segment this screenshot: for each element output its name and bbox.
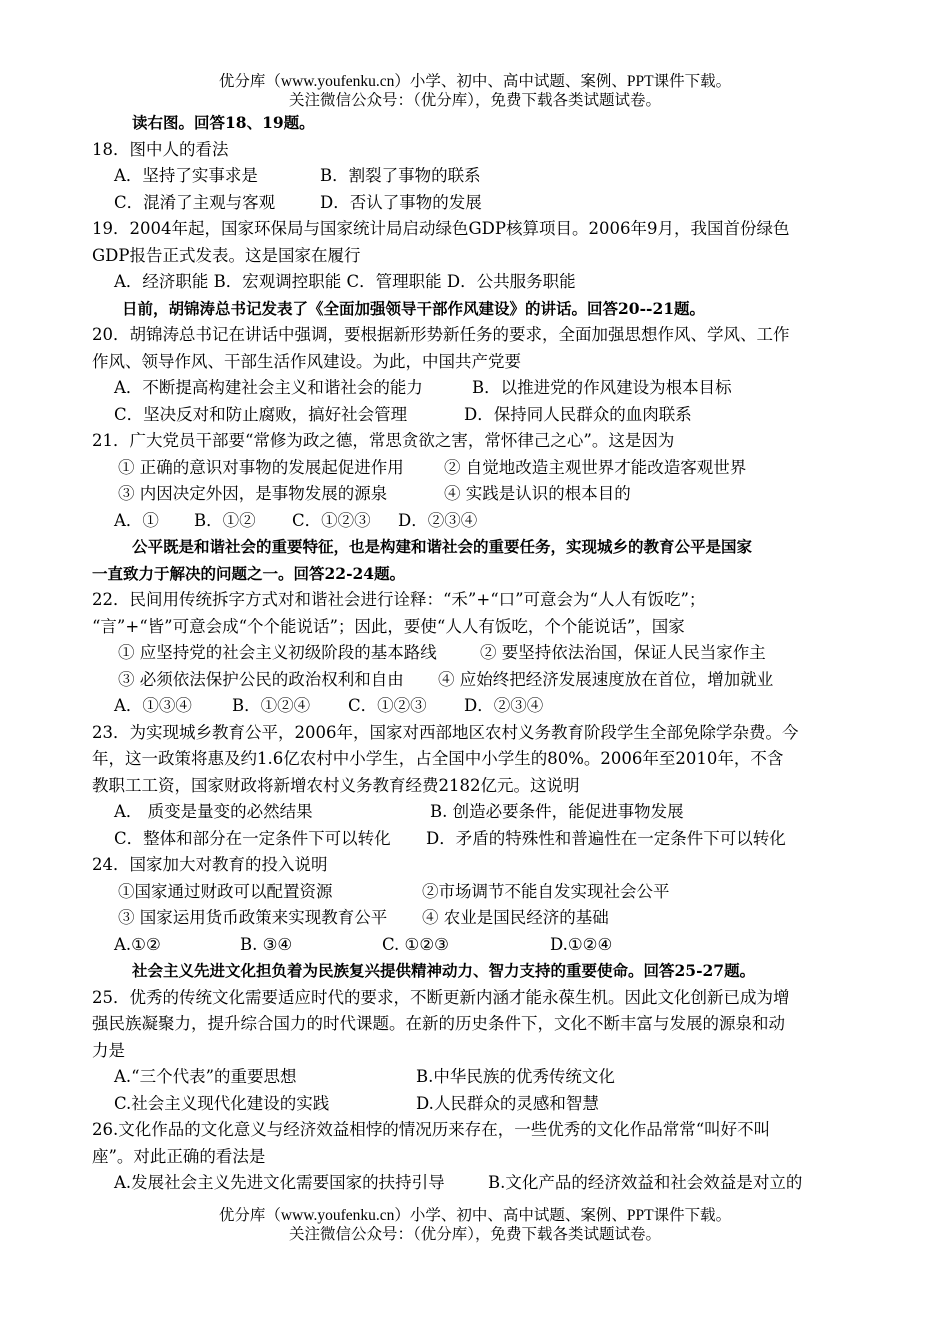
intro-22-24-line-1: 公平既是和谐社会的重要特征，也是构建和谐社会的重要任务，实现城乡的教育公平是国家 <box>132 537 753 556</box>
q18-option-b: B．割裂了事物的联系 <box>320 166 481 185</box>
q21-statement-4: ④ 实践是认识的根本目的 <box>444 484 631 503</box>
q23-option-b: B. 创造必要条件，能促进事物发展 <box>430 802 684 821</box>
q21-statement-1: ① 正确的意识对事物的发展起促进作用 <box>118 457 404 477</box>
q23-option-a: A． 质变是量变的必然结果 <box>114 802 313 821</box>
q18-option-c: C．混淆了主观与客观 <box>114 192 276 212</box>
q22-stem-1: 22．民间用传统拆字方式对和谐社会进行诠释：“禾”+“口”可意会为“人人有饭吃”； <box>92 590 706 609</box>
q25-stem-1: 25．优秀的传统文化需要适应时代的要求，不断更新内涵才能永葆生机。因此文化创新已成为增 <box>92 987 790 1007</box>
q22-statement-4: ④ 应始终把经济发展速度放在首位，增加就业 <box>438 669 774 689</box>
q24-statement-2: ②市场调节不能自发实现社会公平 <box>422 881 670 901</box>
q24-option-a: A.①② <box>114 934 161 954</box>
q18-stem: 18．图中人的看法 <box>92 139 229 159</box>
q20-option-b: B．以推进党的作风建设为根本目标 <box>472 378 732 397</box>
q25-stem-2: 强民族凝聚力，提升综合国力的时代课题。在新的历史条件下，文化不断丰富与发展的源泉和动 <box>92 1014 785 1033</box>
q24-options <box>92 932 862 959</box>
q24-statement-3: ③ 国家运用货币政策来实现教育公平 <box>118 908 388 927</box>
q26-stem-2: 座”。对此正确的看法是 <box>92 1146 266 1166</box>
q26-options-ab <box>92 1170 862 1197</box>
page-header <box>0 72 950 110</box>
q21-statements-12 <box>92 455 862 482</box>
intro-20-21: 日前，胡锦涛总书记发表了《全面加强领导干部作风建设》的讲话。回答20--21题。 <box>122 298 706 318</box>
q21-statement-2: ② 自觉地改造主观世界才能改造客观世界 <box>444 457 747 477</box>
q20-stem-1: 20．胡锦涛总书记在讲话中强调，要根据新形势新任务的要求，全面加强思想作风、学风、工作 <box>92 325 790 344</box>
q25-stem-3: 力是 <box>92 1040 125 1060</box>
q25-option-d: D.人民群众的灵感和智慧 <box>416 1093 599 1113</box>
q21-option-d: D．②③④ <box>398 510 478 530</box>
q21-options <box>92 508 862 535</box>
q21-option-a: A．① <box>114 510 159 530</box>
q23-option-c: C．整体和部分在一定条件下可以转化 <box>114 828 391 848</box>
page-footer <box>0 1206 950 1244</box>
q26-option-b: B.文化产品的经济效益和社会效益是对立的 <box>488 1173 803 1192</box>
q24-stem: 24．国家加大对教育的投入说明 <box>92 855 328 874</box>
q22-statements-34 <box>92 667 862 694</box>
q22-option-d: D．②③④ <box>464 696 544 715</box>
q24-statement-4: ④ 农业是国民经济的基础 <box>422 908 609 927</box>
q24-option-b: B. ③④ <box>240 934 293 954</box>
q19-options: A．经济职能 B．宏观调控职能 C．管理职能 D．公共服务职能 <box>114 272 576 291</box>
q25-option-c: C.社会主义现代化建设的实践 <box>114 1093 330 1113</box>
q19-stem-1: 19．2004年起，国家环保局与国家统计局启动绿色GDP核算项目。2006年9月，我国首份绿色 <box>92 219 790 238</box>
q23-stem-1: 23．为实现城乡教育公平，2006年，国家对西部地区农村义务教育阶段学生全部免除学杂费。今 <box>92 722 799 742</box>
q23-stem-2: 年，这一政策将惠及约1.6亿农村中小学生，占全国中小学生的80%。2006年至2010年，不含 <box>92 749 784 768</box>
header-line-1: 优分库（www.youfenku.cn）小学、初中、高中试题、案例、PPT课件下载。 <box>218 73 732 90</box>
q21-statements-34 <box>92 481 862 508</box>
q25-options-cd <box>92 1091 862 1118</box>
q21-statement-3: ③ 内因决定外因，是事物发展的源泉 <box>118 484 388 503</box>
q20-option-d: D．保持同人民群众的血肉联系 <box>464 404 692 424</box>
q21-option-c: C．①②③ <box>292 510 371 530</box>
intro-18-19: 读右图。回答18、19题。 <box>132 113 315 132</box>
q22-statement-2: ② 要坚持依法治国，保证人民当家作主 <box>480 643 766 662</box>
q23-options-ab <box>92 799 862 826</box>
q23-option-d: D．矛盾的特殊性和普遍性在一定条件下可以转化 <box>426 828 786 848</box>
q22-option-b: B．①②④ <box>232 696 311 715</box>
footer-line-1: 优分库（www.youfenku.cn）小学、初中、高中试题、案例、PPT课件下载。 <box>218 1207 732 1224</box>
footer-line-2: 关注微信公众号：（优分库），免费下载各类试题试卷。 <box>288 1226 661 1243</box>
q26-option-a: A.发展社会主义先进文化需要国家的扶持引导 <box>114 1173 445 1192</box>
q25-options-ab <box>92 1064 862 1091</box>
q24-statements-34 <box>92 905 862 932</box>
q18-option-a: A．坚持了实事求是 <box>114 166 258 185</box>
q20-option-c: C．坚决反对和防止腐败，搞好社会管理 <box>114 404 408 424</box>
q24-statement-1: ①国家通过财政可以配置资源 <box>118 881 333 901</box>
q22-statements-12 <box>92 640 862 667</box>
q18-option-d: D．否认了事物的发展 <box>320 192 482 212</box>
q18-options-ab <box>92 163 862 190</box>
q24-option-d: D.①②④ <box>550 934 613 954</box>
q20-options-cd <box>92 402 862 429</box>
q25-option-b: B.中华民族的优秀传统文化 <box>416 1067 615 1086</box>
q20-option-a: A．不断提高构建社会主义和谐社会的能力 <box>114 378 423 397</box>
q18-options-cd <box>92 190 862 217</box>
q22-statement-3: ③ 必须依法保护公民的政治权利和自由 <box>118 669 404 689</box>
q22-option-c: C．①②③ <box>348 696 427 715</box>
q25-option-a: A.“三个代表”的重要思想 <box>114 1067 297 1086</box>
q23-options-cd <box>92 826 862 853</box>
q24-option-c: C. ①②③ <box>382 934 449 954</box>
q24-statements-12 <box>92 879 862 906</box>
q20-stem-2: 作风、领导作风、干部生活作风建设。为此，中国共产党要 <box>92 351 521 371</box>
q22-statement-1: ① 应坚持党的社会主义初级阶段的基本路线 <box>118 643 437 662</box>
q21-option-b: B．①② <box>194 510 256 530</box>
q26-stem-1: 26.文化作品的文化意义与经济效益相悖的情况历来存在，一些优秀的文化作品常常“叫好不叫 <box>92 1120 771 1139</box>
header-line-2: 关注微信公众号：（优分库），免费下载各类试题试卷。 <box>288 92 661 109</box>
q22-stem-2: “言”+“皆”可意会成“个个能说话”；因此，要使“人人有饭吃，个个能说话”，国家 <box>92 616 685 636</box>
q22-option-a: A．①③④ <box>114 696 192 715</box>
q21-stem: 21．广大党员干部要“常修为政之德，常思贪欲之害，常怀律己之心”。这是因为 <box>92 431 675 450</box>
q19-stem-2: GDP报告正式发表。这是国家在履行 <box>92 245 361 265</box>
exam-content <box>92 110 862 1197</box>
q22-options <box>92 693 862 720</box>
intro-25-27: 社会主义先进文化担负着为民族复兴提供精神动力、智力支持的重要使命。回答25-27题。 <box>132 961 756 980</box>
intro-22-24-line-2: 一直致力于解决的问题之一。回答22-24题。 <box>92 563 406 583</box>
q23-stem-3: 教职工工资，国家财政将新增农村义务教育经费2182亿元。这说明 <box>92 775 580 795</box>
q20-options-ab <box>92 375 862 402</box>
